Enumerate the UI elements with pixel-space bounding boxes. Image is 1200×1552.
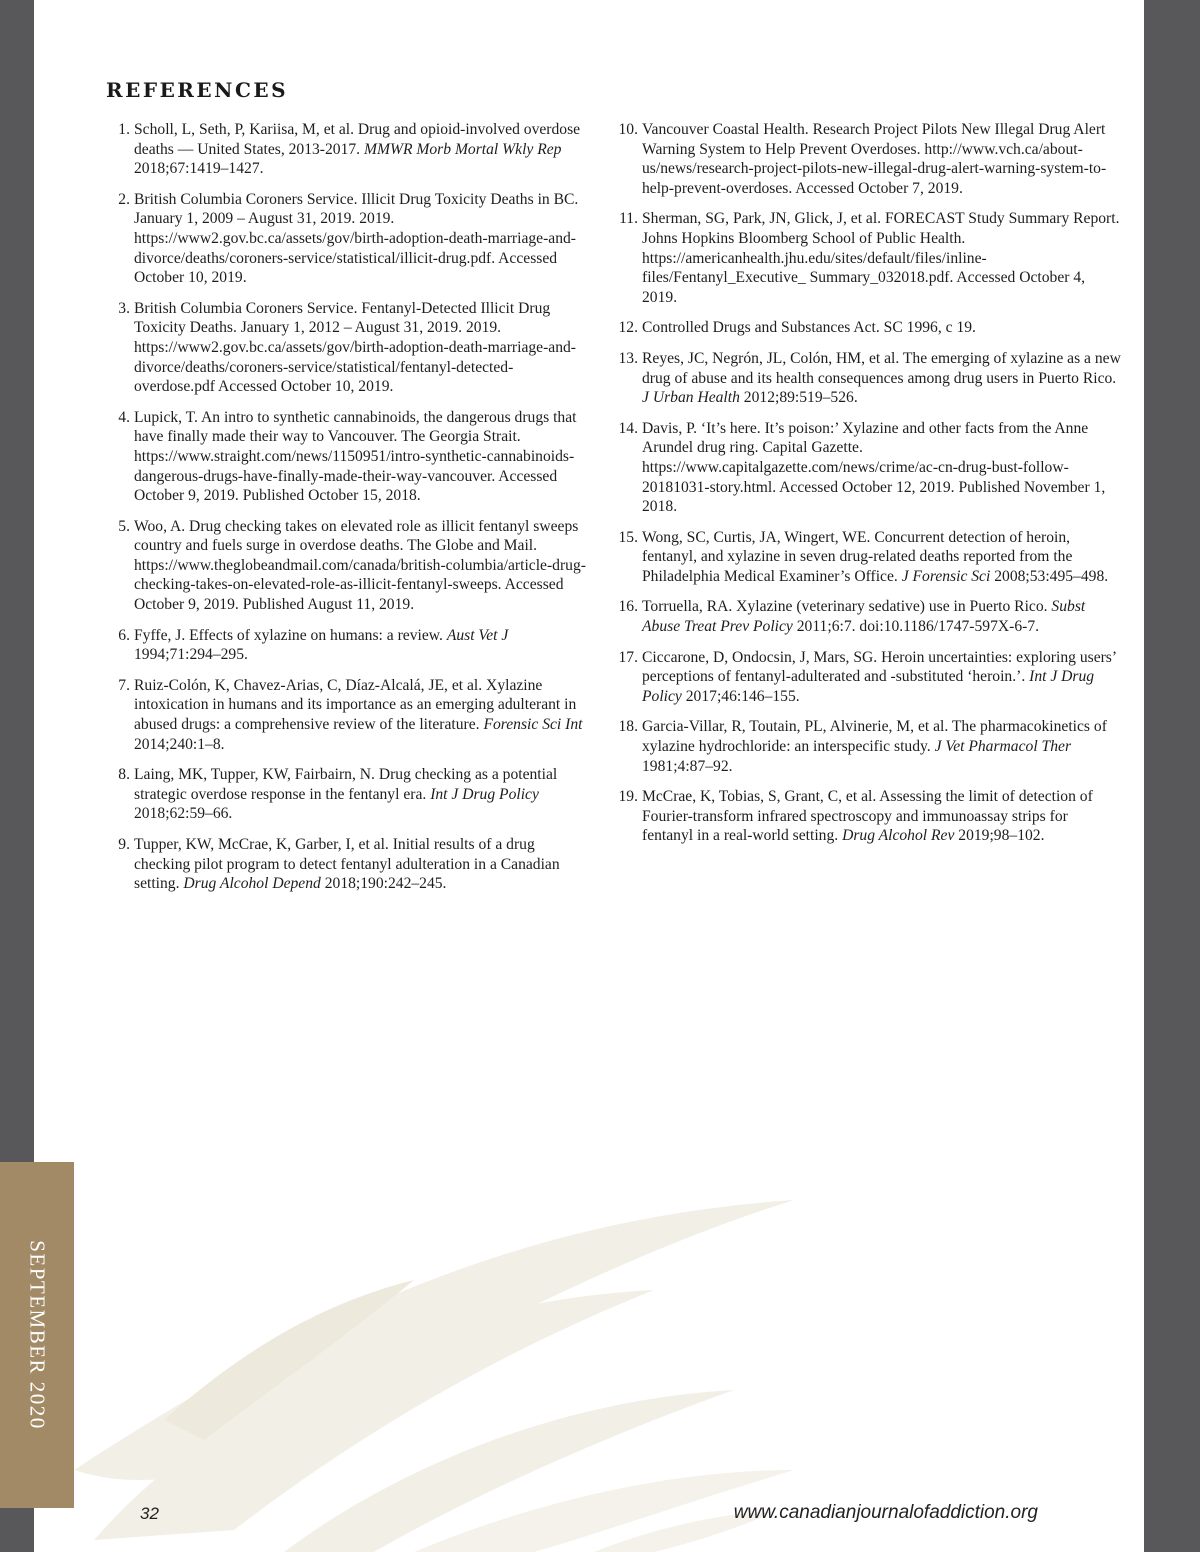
reference-item bbox=[614, 349, 1122, 408]
reference-volume: 2008;53:495–498. bbox=[994, 567, 1109, 585]
reference-text bbox=[642, 209, 1122, 307]
reference-text bbox=[134, 120, 588, 179]
reference-item bbox=[106, 835, 588, 894]
reference-item bbox=[614, 209, 1122, 307]
reference-text bbox=[642, 528, 1122, 587]
reference-item bbox=[614, 787, 1122, 846]
reference-number: 7. bbox=[118, 676, 130, 694]
reference-number: 9. bbox=[118, 836, 130, 853]
journal-title: Aust Vet J bbox=[446, 626, 509, 644]
reference-item bbox=[614, 318, 1122, 338]
reference-citation: McCrae, K, Tobias, S, Grant, C, et al. Assessing the limit of detection of Fourier-transform infrared spectroscopy and immunoassay strips for fentanyl in a real-world setting. bbox=[642, 788, 1093, 845]
reference-number: 11. bbox=[619, 210, 638, 228]
reference-citation: Controlled Drugs and Substances Act. SC 1996, c 19. bbox=[642, 319, 976, 337]
leaf-watermark-image bbox=[34, 1140, 1144, 1552]
reference-citation: Vancouver Coastal Health. Research Project Pilots New Illegal Drug Alert Warning System to Help Prevent Overdoses. http://www.vch.ca/about-us/news/research-project-pilots-new-illegal-drug-alert-warning-system-to-help-prevent-overdoses. Accessed October 7, 2019. bbox=[642, 121, 1107, 197]
reference-citation: British Columbia Coroners Service. Illicit Drug Toxicity Deaths in BC. January 1, 2009 – August 31, 2019. 2019. https://www2.gov.bc.ca/assets/gov/birth-adoption-death-marriage-and-divorce/deaths/coroners-service/statistical/illicit-drug.pdf. Accessed October 10, 2019. bbox=[134, 190, 579, 287]
reference-item bbox=[106, 517, 588, 615]
reference-citation: Lupick, T. An intro to synthetic cannabinoids, the dangerous drugs that have finally made their way to Vancouver. The Georgia Strait. https://www.straight.com/news/1150951/intro-synthetic-cannabinoids-dangerous-drugs-have-finally-made-their-way-vancouver. Accessed October 9, 2019. Published October 15, 2018. bbox=[134, 408, 577, 505]
reference-volume: 2018;190:242–245. bbox=[324, 875, 447, 893]
reference-item bbox=[614, 528, 1122, 587]
reference-citation: Ciccarone, D, Ondocsin, J, Mars, SG. Heroin uncertainties: exploring users’ perceptions of fentanyl-adulterated and -substituted ‘heroin.’. bbox=[642, 648, 1116, 686]
reference-text bbox=[642, 419, 1122, 517]
reference-item bbox=[614, 597, 1122, 636]
reference-citation: Laing, MK, Tupper, KW, Fairbairn, N. Drug checking as a potential strategic overdose response in the fentanyl era. bbox=[134, 766, 558, 803]
reference-number: 10. bbox=[618, 121, 638, 138]
reference-text bbox=[642, 318, 1122, 338]
reference-citation: Woo, A. Drug checking takes on elevated role as illicit fentanyl sweeps country and fuels surge in overdose deaths. The Globe and Mail. https://www.theglobeandmail.com/canada/british-columbia/article-drug-checking-takes-on-elevated-role-as-illicit-fentanyl-sweeps. Accessed October 9, 2019. Published August 11, 2019. bbox=[134, 517, 586, 614]
reference-volume: 2014;240:1–8. bbox=[134, 735, 225, 753]
journal-title: Drug Alcohol Rev bbox=[842, 827, 955, 845]
reference-item bbox=[106, 120, 588, 179]
journal-title: Subst Abuse Treat Prev Policy bbox=[642, 598, 1086, 636]
reference-number: 5. bbox=[118, 517, 130, 535]
reference-text bbox=[134, 676, 588, 754]
reference-item bbox=[614, 419, 1122, 517]
journal-title: Int J Drug Policy bbox=[642, 668, 1095, 705]
reference-text bbox=[642, 648, 1122, 707]
reference-item bbox=[614, 717, 1122, 776]
reference-text bbox=[134, 190, 588, 288]
reference-number: 16. bbox=[618, 598, 638, 616]
reference-text bbox=[642, 787, 1122, 846]
reference-item bbox=[106, 408, 588, 506]
month-side-tab bbox=[0, 1162, 74, 1508]
reference-number: 19. bbox=[618, 788, 638, 806]
journal-title: J Forensic Sci bbox=[901, 567, 991, 585]
reference-number: 2. bbox=[118, 190, 130, 208]
reference-item bbox=[106, 190, 588, 288]
reference-citation: Garcia-Villar, R, Toutain, PL, Alvinerie, M, et al. The pharmacokinetics of xylazine hydrochloride: an interspecific study. bbox=[642, 718, 1107, 756]
reference-text bbox=[134, 765, 588, 824]
reference-citation: Torruella, RA. Xylazine (veterinary sedative) use in Puerto Rico. bbox=[642, 598, 1048, 616]
references-list-right bbox=[614, 120, 1122, 857]
journal-title: MMWR Morb Mortal Wkly Rep bbox=[364, 140, 562, 158]
reference-citation: Ruiz-Colón, K, Chavez-Arias, C, Díaz-Alcalá, JE, et al. Xylazine intoxication in humans and its importance as an emerging adulterant in abused drugs: a comprehensive review of the literature. bbox=[134, 676, 577, 734]
reference-number: 13. bbox=[618, 349, 638, 367]
reference-text bbox=[642, 349, 1122, 408]
reference-text bbox=[642, 717, 1122, 776]
reference-citation: Fyffe, J. Effects of xylazine on humans: a review. bbox=[134, 626, 443, 644]
reference-volume: 2018;67:1419–1427. bbox=[134, 160, 264, 178]
reference-item bbox=[614, 120, 1122, 198]
reference-text bbox=[642, 120, 1122, 198]
reference-number: 3. bbox=[118, 299, 130, 317]
reference-volume: 2018;62:59–66. bbox=[134, 805, 233, 823]
reference-number: 4. bbox=[118, 408, 130, 426]
reference-number: 14. bbox=[618, 419, 638, 437]
reference-text bbox=[134, 835, 588, 894]
reference-citation: Scholl, L, Seth, P, Kariisa, M, et al. Drug and opioid-involved overdose deaths — United States, 2013-2017. bbox=[134, 121, 581, 158]
journal-title: J Urban Health bbox=[642, 389, 740, 407]
reference-volume: 1981;4:87–92. bbox=[642, 757, 733, 775]
reference-text bbox=[134, 299, 588, 397]
reference-volume: 2017;46:146–155. bbox=[685, 687, 800, 705]
journal-page bbox=[34, 0, 1144, 1552]
reference-citation: Sherman, SG, Park, JN, Glick, J, et al. FORECAST Study Summary Report. Johns Hopkins Bloomberg School of Public Health. https://americanhealth.jhu.edu/sites/default/files/inline-files/Fentanyl_Executive_ Summary_032018.pdf. Accessed October 4, 2019. bbox=[642, 210, 1120, 306]
references-heading: REFERENCES bbox=[106, 78, 289, 102]
reference-citation: Reyes, JC, Negrón, JL, Colón, HM, et al. The emerging of xylazine as a new drug of abuse and its health consequences among drug users in Puerto Rico. bbox=[642, 349, 1121, 387]
journal-title: Forensic Sci Int bbox=[483, 716, 583, 734]
reference-citation: Tupper, KW, McCrae, K, Garber, I, et al. Initial results of a drug checking pilot program to detect fentanyl adulteration in a Canadian setting. bbox=[134, 836, 560, 893]
reference-text bbox=[134, 517, 588, 615]
reference-item bbox=[614, 648, 1122, 707]
reference-item bbox=[106, 765, 588, 824]
issue-date-label: SEPTEMBER 2020 bbox=[25, 1240, 50, 1430]
reference-number: 18. bbox=[618, 718, 638, 736]
page-number: 32 bbox=[140, 1504, 159, 1523]
reference-number: 12. bbox=[618, 319, 638, 337]
reference-text bbox=[134, 626, 588, 665]
website-url: www.canadianjournalofaddiction.org bbox=[733, 1502, 1038, 1523]
reference-number: 17. bbox=[618, 648, 638, 666]
reference-item bbox=[106, 626, 588, 665]
reference-volume: 2019;98–102. bbox=[958, 827, 1045, 845]
references-list-left bbox=[106, 120, 588, 905]
reference-number: 6. bbox=[118, 626, 130, 644]
reference-citation: British Columbia Coroners Service. Fentanyl-Detected Illicit Drug Toxicity Deaths. January 1, 2012 – August 31, 2019. 2019. https://www2.gov.bc.ca/assets/gov/birth-adoption-death-marriage-and-divorce/deaths/coroners-service/statistical/fentanyl-detected-overdose.pdf Accessed October 10, 2019. bbox=[134, 299, 576, 396]
reference-item bbox=[106, 676, 588, 754]
journal-title: Drug Alcohol Depend bbox=[183, 875, 321, 893]
reference-citation: Wong, SC, Curtis, JA, Wingert, WE. Concurrent detection of heroin, fentanyl, and xylazine in seven drug-related deaths reported from the Philadelphia Medical Examiner’s Office. bbox=[642, 528, 1073, 585]
journal-title: J Vet Pharmacol Ther bbox=[934, 738, 1072, 756]
reference-volume: 2012;89:519–526. bbox=[743, 389, 858, 407]
reference-number: 15. bbox=[618, 528, 638, 546]
reference-text bbox=[134, 408, 588, 506]
reference-number: 1. bbox=[118, 121, 130, 138]
reference-number: 8. bbox=[118, 766, 130, 784]
reference-citation: Davis, P. ‘It’s here. It’s poison:’ Xylazine and other facts from the Anne Arundel drug ring. Capital Gazette. https://www.capitalgazette.com/news/crime/ac-cn-drug-bust-follow-20181031-story.html. Accessed October 12, 2019. Published November 1, 2018. bbox=[642, 419, 1106, 516]
reference-volume: 1994;71:294–295. bbox=[134, 646, 248, 664]
journal-title: Int J Drug Policy bbox=[430, 785, 539, 803]
reference-text bbox=[642, 597, 1122, 636]
reference-volume: 2011;6:7. doi:10.1186/1747-597X-6-7. bbox=[796, 618, 1040, 636]
reference-item bbox=[106, 299, 588, 397]
